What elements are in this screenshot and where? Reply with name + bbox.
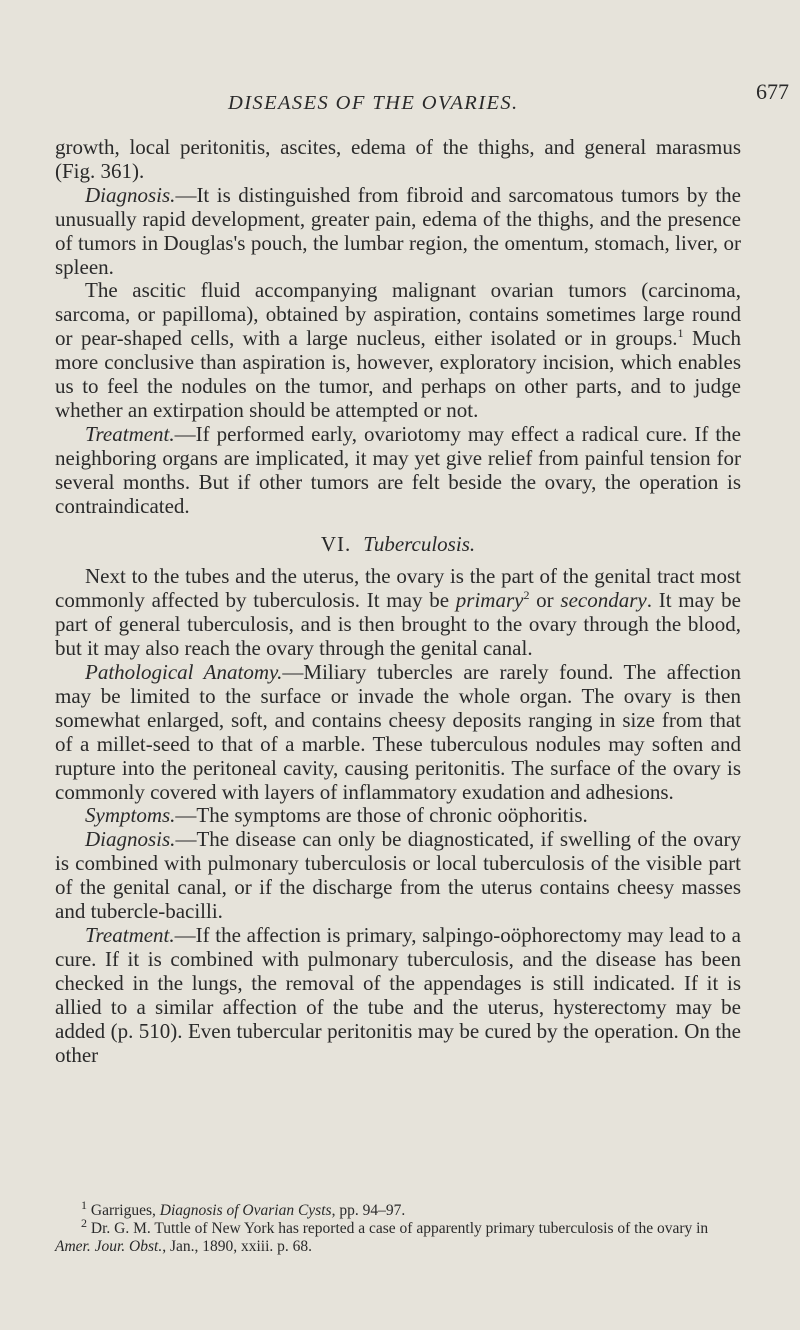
footnote-title: Amer. Jour. Obst. [55,1238,163,1255]
emphasis-primary: primary [455,588,524,613]
paragraph-tuberculosis-intro [55,565,741,661]
footnote [55,1215,741,1256]
paragraph-diagnosis-tb [55,828,741,924]
paragraph-text: —The symptoms are those of chronic oöphoritis. [175,803,588,828]
section-heading [55,533,741,557]
body-text [55,136,741,1067]
running-head: DISEASES OF THE OVARIES. [228,92,519,114]
footnote-mark: 2 [81,1215,87,1230]
paragraph-text: The ascitic fluid accompanying malignant ovarian tumors (carcinoma, sarcoma, or papilloma), obtained by aspiration, contains sometimes large round or pear-shaped cells, with a large nucleus, either isolated or in groups. [55,278,741,351]
paragraph-text: . It may be part of general tuberculosis, and is then brought to the ovary through the blood, but it may also reach the ovary through the genital canal. [55,588,742,661]
page-header [0,79,800,122]
footnotes [55,1197,741,1256]
paragraph-diagnosis [55,184,741,280]
paragraph-text: —Miliary tubercles are rarely found. The affection may be limited to the surface or invade the whole organ. The ovary is then somewhat enlarged, soft, and contains cheesy deposits ranging in size from that of a millet-seed to that of a marble. These tuberculous nodules may soften and rupture into the peritoneal cavity, causing peritonitis. The surface of the ovary is commonly covered with layers of inflammatory exudation and adhesions. [55,660,741,804]
section-title: Tuberculosis. [363,531,476,556]
paragraph-treatment [55,423,741,519]
paragraph-text: growth, local peritonitis, ascites, edema of the thighs, and general marasmus (Fig. 361). [55,135,741,183]
paragraph-pathological-anatomy [55,661,741,804]
paragraph-text: —The disease can only be diagnosticated, if swelling of the ovary is combined with pulmonary tuberculosis or local tuberculosis of the visible part of the genital canal, or if the discharge from the uterus contains cheesy masses and tubercle-bacilli. [55,827,741,924]
paragraph-treatment-tb [55,924,741,1067]
run-in-heading: Symptoms. [85,803,176,828]
footnote-text: , Jan., 1890, xxiii. p. 68. [162,1238,313,1255]
run-in-heading: Pathological Anatomy. [85,660,283,685]
run-in-heading: Treatment. [85,421,175,446]
footnote-text: Dr. G. M. Tuttle of New York has reported a case of apparently primary tuberculosis of the ovary in [87,1220,709,1237]
paragraph-text: —If performed early, ovariotomy may effect a radical cure. If the neighboring organs are implicated, it may yet give relief from painful tension for several months. But if other tumors are felt beside the ovary, the operation is contraindicated. [55,421,741,518]
footnote-title: Diagnosis of Ovarian Cysts [159,1202,332,1219]
footnote-ref: 2 [523,588,530,603]
page-number: 677 [756,79,789,104]
footnote [55,1197,741,1220]
run-in-heading: Treatment. [85,923,175,947]
footnote-ref: 1 [677,326,684,341]
paragraph-symptoms [55,804,741,828]
footnote-text: , pp. 94–97. [331,1202,406,1219]
paragraph-text: —It is distinguished from fibroid and sarcomatous tumors by the unusually rapid development, greater pain, edema of the thighs, and the presence of tumors in Douglas's pouch, the lumbar region, the omentum, stomach, liver, or spleen. [55,182,741,279]
paragraph-text: —If the affection is primary, salpingo-oöphorectomy may lead to a cure. If it is combined with pulmonary tuberculosis, and the disease has been checked in the lungs, the removal of the appendages is still indicated. If it is allied to a similar affection of the tube and the uterus, hysterectomy may be added (p. 510). Even tubercular peritonitis may be cured by the operation. On the other [55,923,741,1067]
footnote-mark: 1 [81,1197,87,1212]
paragraph-text: or [529,588,561,613]
run-in-heading: Diagnosis. [85,182,176,207]
paragraph-text: Next to the tubes and the uterus, the ovary is the part of the genital tract most commonly affected by tuberculosis. It may be [55,564,741,613]
footnote-text: Garrigues, [87,1202,160,1219]
paragraph-text: Much more conclusive than aspiration is, however, exploratory incision, which enables us to feel the nodules on the tumor, and perhaps on other parts, and to judge whether an extirpation should be attempted or not. [55,326,741,422]
paragraph-ascitic-fluid [55,279,741,422]
run-in-heading: Diagnosis. [85,827,176,852]
emphasis-secondary: secondary [560,588,647,613]
section-numeral: VI. [320,531,352,556]
paragraph-continuation [55,136,741,184]
